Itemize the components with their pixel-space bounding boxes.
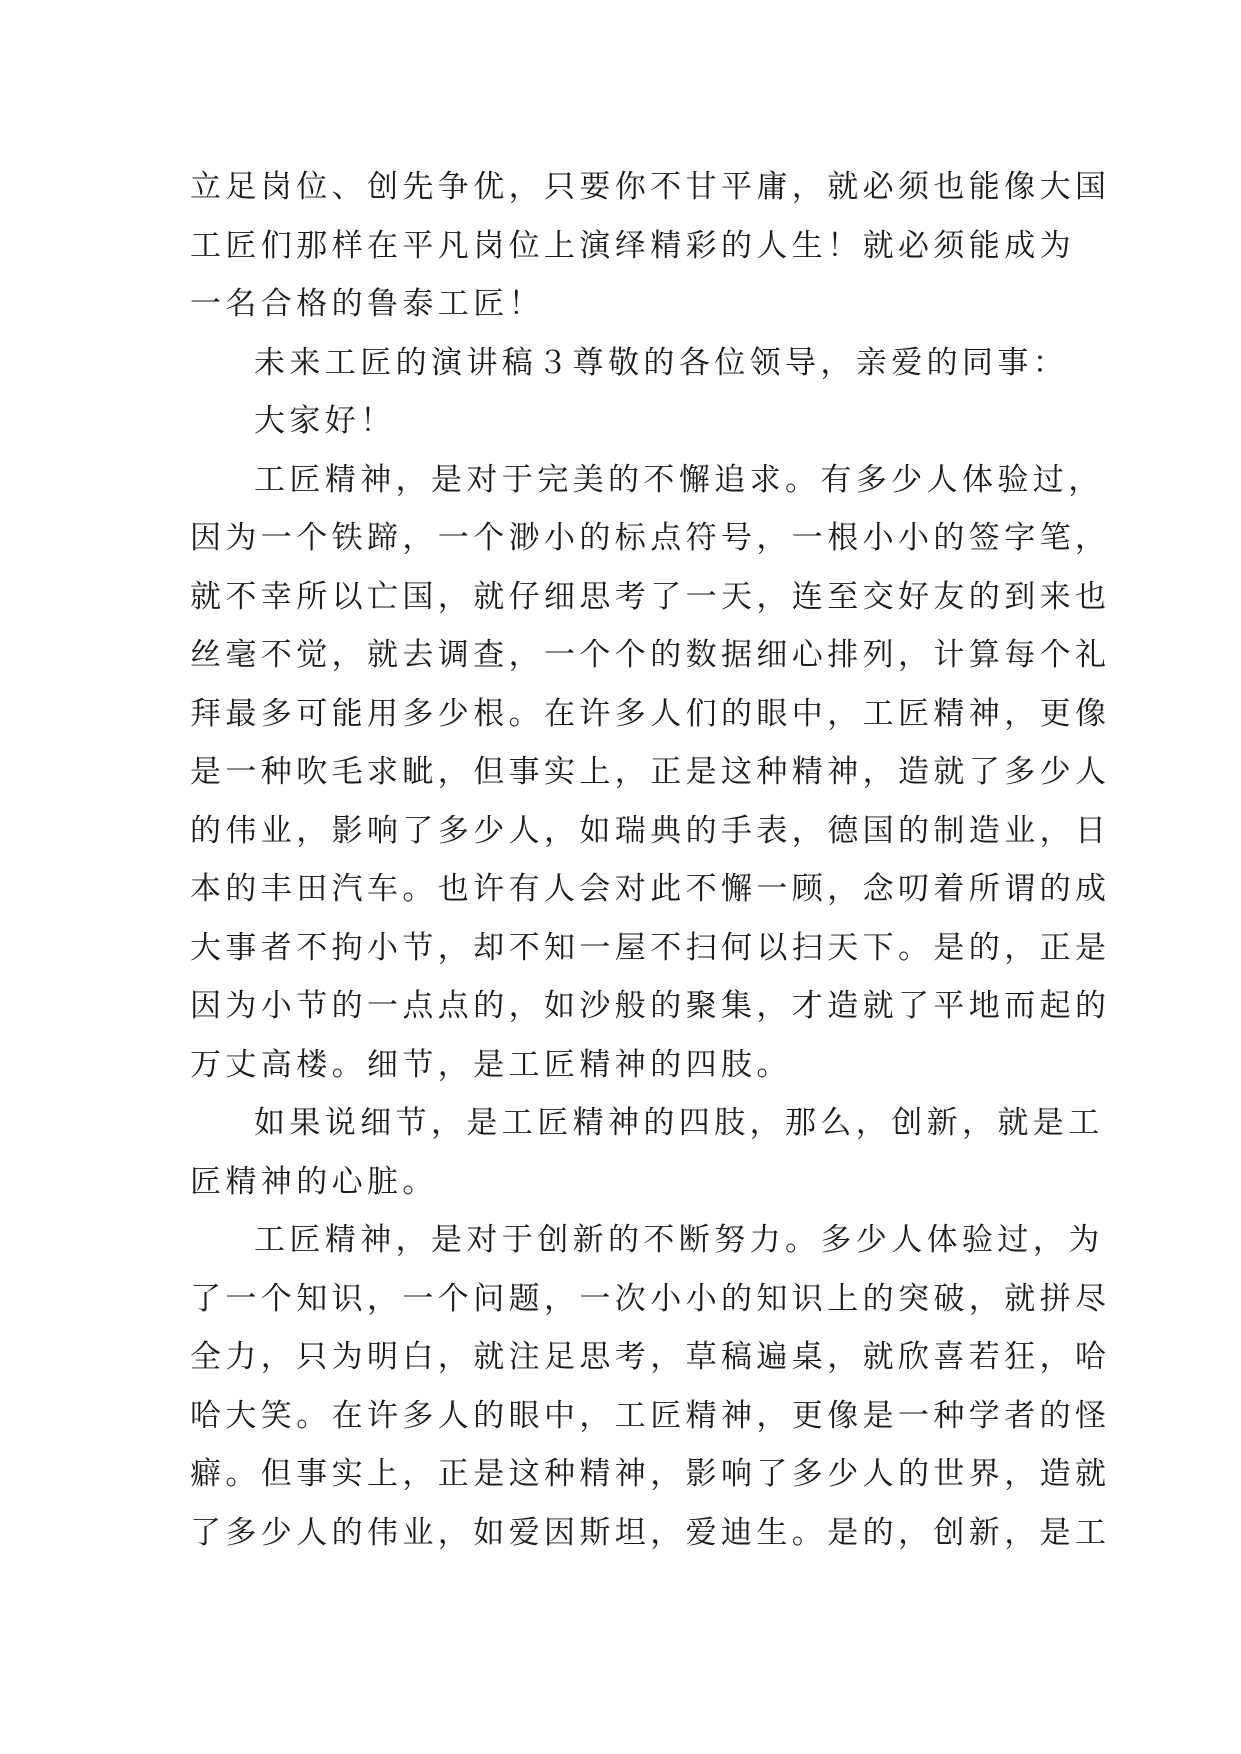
text-line: 哈大笑。在许多人的眼中，工匠精神，更像是一种学者的怪	[190, 1397, 1111, 1434]
text-line: 未来工匠的演讲稿３尊敬的各位领导，亲爱的同事：	[254, 344, 1069, 381]
text-line: 如果说细节，是工匠精神的四肢，那么，创新，就是工	[254, 1105, 1104, 1141]
text-line: 万丈高楼。细节，是工匠精神的四肢。	[190, 1046, 792, 1083]
text-line: 癖。但事实上，正是这种精神，影响了多少人的世界，造就	[190, 1456, 1111, 1492]
text-line: 工匠精神，是对于创新的不断努力。多少人体验过，为	[254, 1222, 1104, 1258]
text-line: 了一个知识，一个问题，一次小小的知识上的突破，就拼尽	[190, 1280, 1111, 1317]
document-body-text	[190, 158, 1111, 1562]
text-line: 大家好！	[254, 403, 396, 439]
text-line: 的伟业，影响了多少人，如瑞典的手表，德国的制造业，日	[190, 812, 1111, 849]
text-line: 立足岗位、创先争优，只要你不甘平庸，就必须也能像大国	[190, 169, 1111, 205]
text-line: 丝毫不觉，就去调查，一个个的数据细心排列，计算每个礼	[190, 637, 1111, 673]
text-line: 匠精神的心脏。	[190, 1163, 438, 1200]
text-line: 了多少人的伟业，如爱因斯坦，爱迪生。是的，创新，是工	[190, 1514, 1111, 1551]
text-line: 工匠们那样在平凡岗位上演绎精彩的人生！就必须能成为	[190, 227, 1075, 264]
text-line: 大事者不拘小节，却不知一屋不扫何以扫天下。是的，正是	[190, 929, 1111, 966]
text-line: 拜最多可能用多少根。在许多人们的眼中，工匠精神，更像	[190, 695, 1111, 732]
text-line: 因为小节的一点点的，如沙般的聚集，才造就了平地而起的	[190, 988, 1111, 1024]
text-line: 本的丰田汽车。也许有人会对此不懈一顾，念叨着所谓的成	[190, 871, 1111, 907]
text-line: 是一种吹毛求眦，但事实上，正是这种精神，造就了多少人	[190, 754, 1111, 790]
text-line: 工匠精神，是对于完美的不懈追求。有多少人体验过，	[254, 461, 1104, 498]
text-line: 全力，只为明白，就注足思考，草稿遍桌，就欣喜若狂，哈	[190, 1339, 1111, 1375]
text-line: 因为一个铁蹄，一个渺小的标点符号，一根小小的签字笔，	[190, 520, 1111, 556]
text-line: 就不幸所以亡国，就仔细思考了一天，连至交好友的到来也	[190, 578, 1111, 615]
text-line: 一名合格的鲁泰工匠！	[190, 286, 544, 322]
